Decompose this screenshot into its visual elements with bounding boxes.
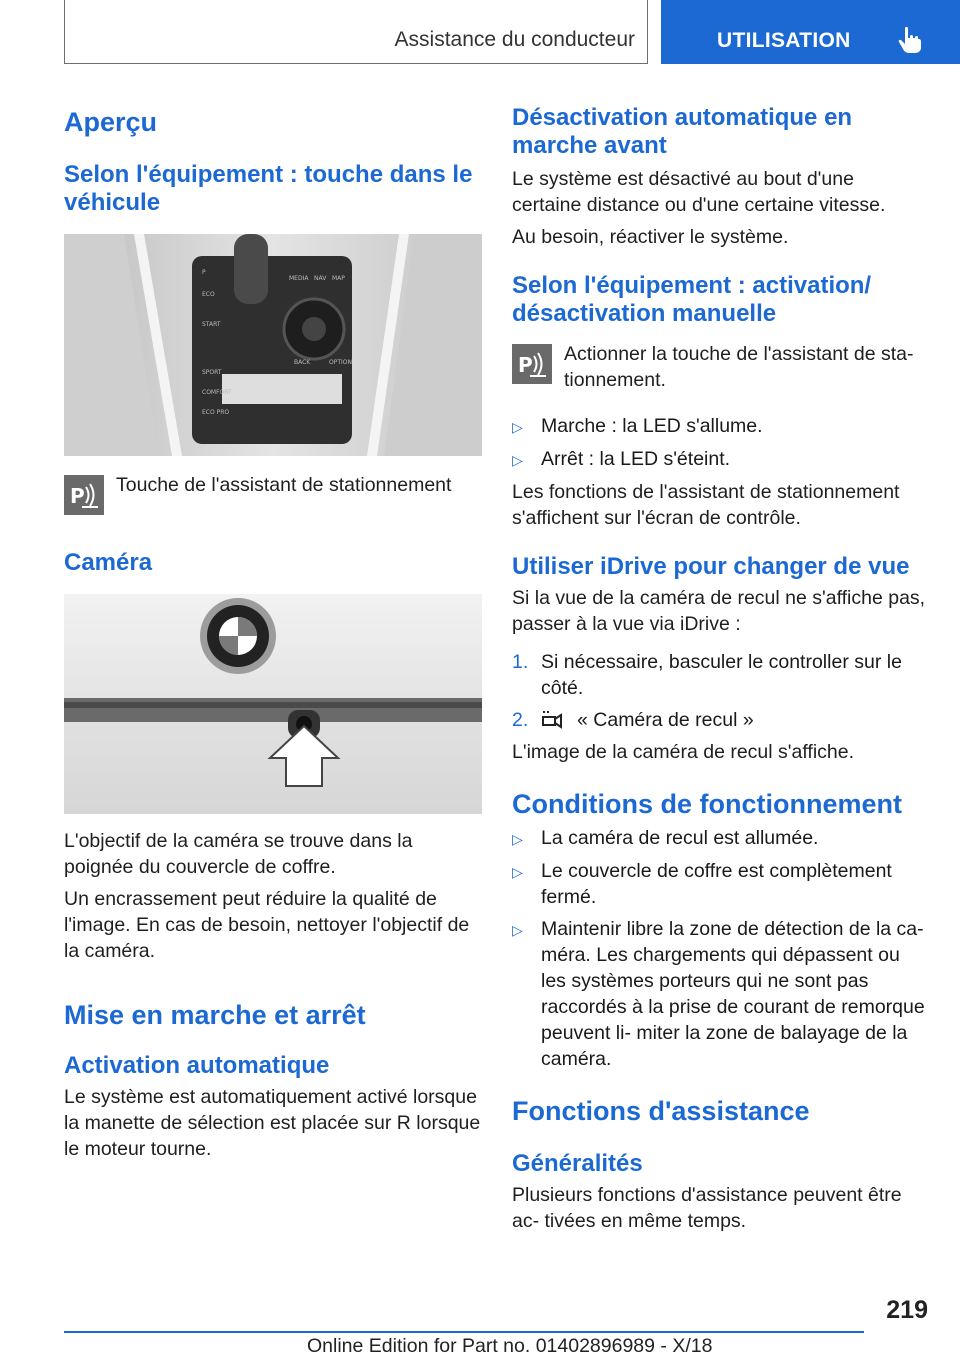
- button-caption: Touche de l'assistant de stationnement: [116, 474, 452, 496]
- list-item: 2. « Caméra de recul »: [512, 709, 754, 731]
- heading-idrive: Utiliser iDrive pour changer de vue: [512, 553, 910, 580]
- conditions-list: [512, 825, 928, 1072]
- heading-general: Généralités: [512, 1150, 643, 1177]
- footer-rule: [64, 1331, 864, 1333]
- deact-text-1: Le système est désactivé au bout d'une certaine distance ou d'une certaine vitesse.: [512, 168, 886, 216]
- bullet-triangle-icon: ▷: [512, 452, 523, 468]
- manual-text-2: Les fonctions de l'assistant de stationnement s'affichent sur l'écran de contrôle.: [512, 481, 900, 529]
- heading-manual: Selon l'équipement : activation/ désactivation manuelle: [512, 272, 872, 327]
- rear-camera-icon: [541, 709, 567, 731]
- left-column: [64, 100, 482, 1162]
- svg-text:MAP: MAP: [332, 275, 345, 282]
- manual-text: Actionner la touche de l'assistant de sta- tionnement.: [564, 343, 914, 391]
- camera-text-1: L'objectif de la caméra se trouve dans la poignée du couvercle de coffre.: [64, 830, 413, 878]
- bullet-triangle-icon: ▷: [512, 864, 523, 880]
- svg-text:MEDIA: MEDIA: [289, 275, 309, 282]
- camera-illustration: [64, 594, 482, 814]
- bullet-triangle-icon: ▷: [512, 831, 523, 847]
- list-item: ▷ Le couvercle de coffre est complètement fermé.: [512, 860, 892, 908]
- heading-touche: Selon l'équipement : touche dans le véhicule: [64, 161, 473, 216]
- bullet-triangle-icon: ▷: [512, 419, 523, 435]
- svg-text:BACK: BACK: [294, 359, 311, 366]
- idrive-text: Si la vue de la caméra de recul ne s'affiche pas, passer à la vue via iDrive :: [512, 587, 926, 635]
- svg-text:P: P: [70, 484, 85, 508]
- pointing-hand-icon: [897, 26, 923, 54]
- manual-instruction: [512, 344, 928, 393]
- camera-photo: [64, 594, 482, 814]
- deact-text-2: Au besoin, réactiver le système.: [512, 226, 789, 248]
- camera-text-2: Un encrassement peut réduire la qualité de l'image. En cas de besoin, nettoyer l'objectif de la caméra.: [64, 888, 470, 962]
- steps-list: [512, 649, 928, 733]
- chapter-label: UTILISATION: [717, 29, 851, 52]
- list-item: ▷ Maintenir libre la zone de détection de la ca- méra. Les chargements qui dépassent ou les systèmes porteurs qui ne sont pas raccordés à la prise de courant de remorque peuvent li- miter la zone de balayage de la caméra.: [512, 918, 925, 1070]
- list-item: ▷ Marche : la LED s'allume.: [512, 413, 928, 440]
- section-title: Assistance du conducteur: [394, 28, 635, 51]
- heading-deactivation: Désactivation automatique en marche avant: [512, 104, 853, 159]
- list-item: 1. Si nécessaire, basculer le controller sur le côté.: [512, 651, 902, 699]
- led-list: [512, 413, 928, 473]
- heading-conditions: Conditions de fonctionnement: [512, 789, 902, 819]
- idrive-text-2: L'image de la caméra de recul s'affiche.: [512, 741, 855, 763]
- auto-activation-text: Le système est automatiquement activé lorsque la manette de sélection est placée sur R lorsque le moteur tourne.: [64, 1086, 481, 1160]
- heading-apercu: Aperçu: [64, 107, 158, 137]
- heading-camera: Caméra: [64, 549, 153, 576]
- svg-text:ECO PRO: ECO PRO: [202, 409, 230, 416]
- svg-text:ECO: ECO: [202, 291, 215, 298]
- heading-assist-functions: Fonctions d'assistance: [512, 1096, 810, 1126]
- svg-text:NAV: NAV: [314, 275, 327, 282]
- svg-text:SPORT: SPORT: [202, 369, 222, 376]
- svg-text:START: START: [202, 321, 221, 328]
- list-item: ▷ Arrêt : la LED s'éteint.: [512, 446, 928, 473]
- svg-text:COMFORT: COMFORT: [202, 389, 232, 396]
- chapter-tab[interactable]: [661, 0, 960, 64]
- svg-text:P: P: [518, 353, 533, 377]
- edition-footer: Online Edition for Part no. 01402896989 - X/18: [307, 1335, 713, 1357]
- right-column: [512, 100, 928, 1234]
- header-frame: [64, 0, 648, 64]
- heading-auto-activation: Activation automatique: [64, 1052, 330, 1079]
- park-assist-button-icon: [64, 475, 104, 515]
- button-legend: [64, 475, 482, 515]
- heading-onoff: Mise en marche et arrêt: [64, 1000, 366, 1030]
- console-photo: [64, 234, 482, 456]
- page-number: 219: [886, 1296, 928, 1324]
- list-item: ▷ La caméra de recul est allumée.: [512, 825, 928, 852]
- general-text: Plusieurs fonctions d'assistance peuvent être ac- tivées en même temps.: [512, 1184, 902, 1232]
- console-illustration: [64, 234, 482, 456]
- svg-text:OPTION: OPTION: [329, 359, 352, 366]
- bullet-triangle-icon: ▷: [512, 922, 523, 938]
- svg-text:P: P: [202, 269, 206, 276]
- park-assist-button-icon: [512, 344, 552, 384]
